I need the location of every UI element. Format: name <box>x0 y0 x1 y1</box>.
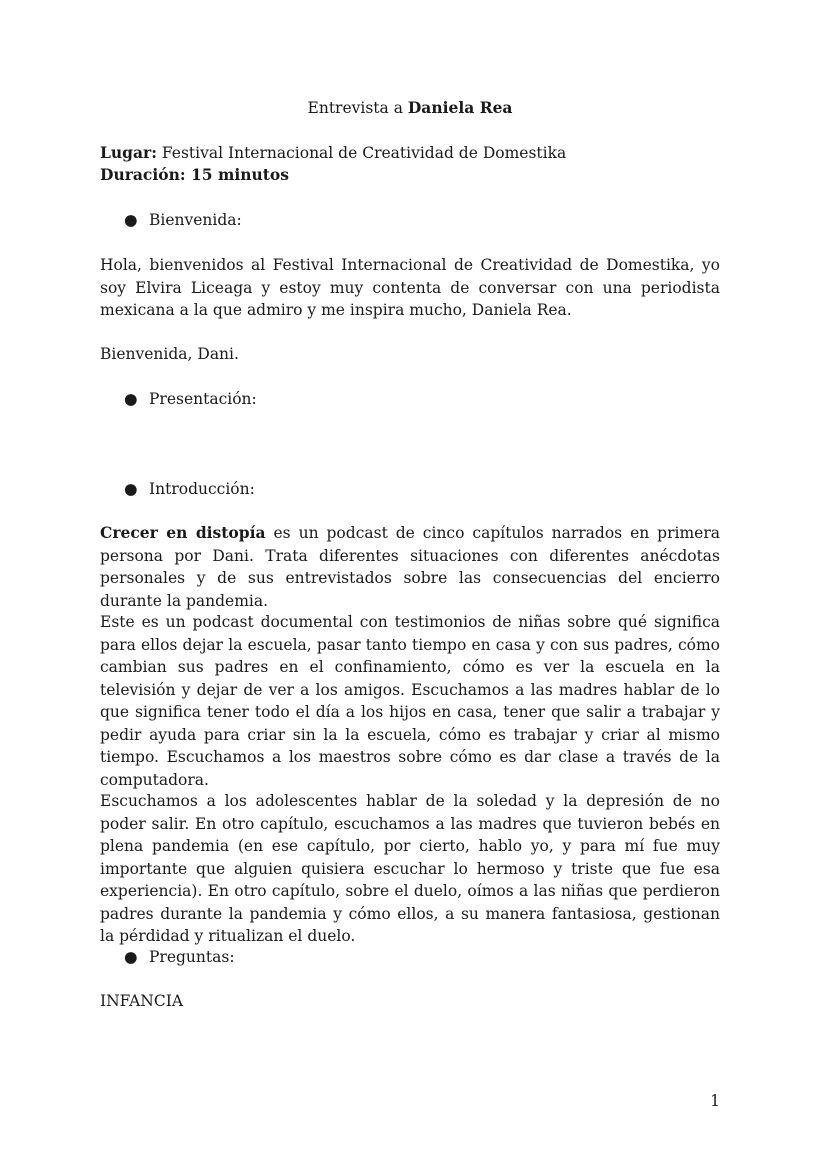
paragraph-chapters: Escuchamos a los adolescentes hablar de la soledad y la depresión de no poder salir. En otro capítulo, escuchamos a las madres que tuvieron bebés en plena pandemia (en ese capítulo, por cierto, hablo yo, y para mí fue muy importante que alguien quisiera escuchar lo hermoso y triste que fue esa experiencia). En otro capítulo, sobre el duelo, oímos a las niñas que perdieron padres durante la pandemia y cómo ellos, a su manera fantasiosa, gestionan la pérdidad y ritualizan el duelo. <box>100 792 720 945</box>
document-title <box>100 97 720 120</box>
duration-label: Duración: 15 minutos <box>100 165 289 184</box>
section-presentation <box>124 388 257 411</box>
paragraph-testimonies: Este es un podcast documental con testimonios de niñas sobre qué significa para ellos dejar la escuela, pasar tanto tiempo en casa y con sus padres, cómo cambian sus padres en el confinamiento, cómo es ver la escuela en la televisión y dejar de ver a los amigos. Escuchamos a las madres hablar de lo que significa tener todo el día a los hijos en casa, tener que salir a trabajar y pedir ayuda para criar sin la la escuela, cómo es trabajar y criar al mismo tiempo. Escuchamos a los maestros sobre cómo es dar clase a través de la computadora. <box>100 613 720 789</box>
section-label: Preguntas: <box>149 948 235 966</box>
bullet-icon: ● <box>124 390 138 408</box>
podcast-title: Crecer en distopía <box>100 523 266 542</box>
section-label: Introducción: <box>149 480 255 498</box>
page-number: 1 <box>710 1092 720 1110</box>
bullet-icon: ● <box>124 480 138 498</box>
title-prefix: Entrevista a <box>307 99 408 117</box>
welcome-paragraph: Hola, bienvenidos al Festival Internacional de Creatividad de Domestika, yo soy Elvira Liceaga y estoy muy contenta de conversar con una periodista mexicana a la que admiro y me inspira mucho, Daniela Rea. <box>100 256 720 319</box>
bullet-icon: ● <box>124 948 138 966</box>
duration-line <box>100 164 720 187</box>
place-label: Lugar: <box>100 143 157 162</box>
intro-paragraph <box>100 522 720 612</box>
section-questions <box>124 946 235 969</box>
place-line <box>100 142 720 165</box>
section-introduction <box>124 478 255 501</box>
bullet-icon: ● <box>124 211 138 229</box>
welcome-short: Bienvenida, Dani. <box>100 345 239 363</box>
subheading-infancia: INFANCIA <box>100 992 184 1010</box>
title-name: Daniela Rea <box>407 98 513 117</box>
place-value: Festival Internacional de Creatividad de Domestika <box>156 144 567 162</box>
section-label: Bienvenida: <box>149 211 242 229</box>
section-welcome <box>124 209 242 232</box>
intro-text: es un podcast de cinco capítulos narrados en primera persona por Dani. Trata diferentes situaciones con diferentes anécdotas personales y de sus entrevistados sobre las consecuencias del encierro durante la pandemia. <box>100 524 720 610</box>
section-label: Presentación: <box>149 390 257 408</box>
